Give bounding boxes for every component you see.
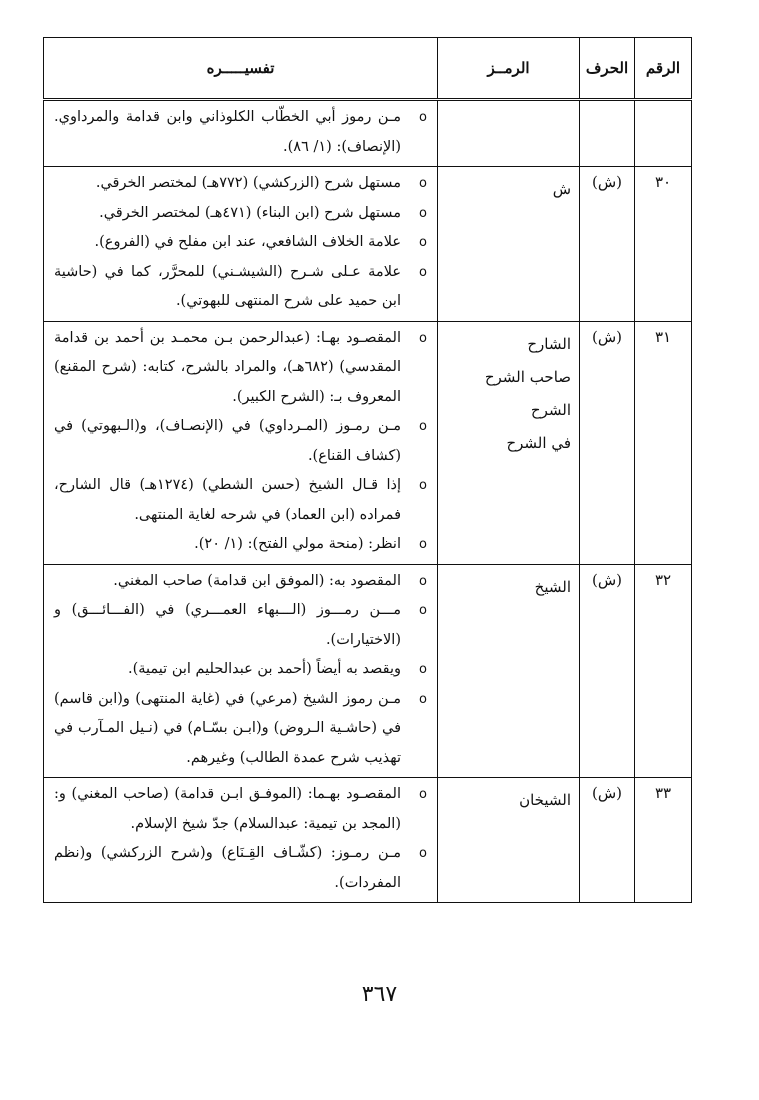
circle-bullet-icon: o [419, 419, 427, 434]
explanation-item [54, 412, 427, 471]
row-explanation [44, 100, 438, 167]
explanation-item [54, 103, 427, 162]
explanation-text: مـــن رمـــوز (الـــبهاء العمـــري) في (الفـــائـــق) و (الاختيارات). [54, 602, 401, 648]
circle-bullet-icon: o [419, 537, 427, 552]
row-letter: (ش) [580, 778, 635, 903]
explanation-text: مستهل شرح (الزركشي) (٧٧٢هـ) لمختصر الخرقي. [95, 175, 401, 191]
symbol-text: الشيخ [534, 577, 571, 596]
row-explanation [44, 321, 438, 564]
table-row [44, 321, 692, 564]
row-number: ٣٠ [635, 167, 692, 322]
header-explanation: تفسيـــــره [44, 38, 438, 100]
explanation-text: مـن رموز أبي الخطّاب الكلوذاني وابن قدامة والمرداوي. (الإنصاف): (١/ ٨٦). [54, 109, 401, 155]
explanation-item [54, 258, 427, 317]
symbols-table [43, 37, 692, 903]
header-letter: الحرف [580, 38, 635, 100]
explanation-item [54, 471, 427, 530]
row-explanation [44, 564, 438, 778]
explanation-text: انظر: (منحة مولي الفتح): (١/ ٢٠). [194, 536, 401, 552]
row-number: ٣٢ [635, 564, 692, 778]
explanation-item [54, 169, 427, 199]
circle-bullet-icon: o [419, 478, 427, 493]
circle-bullet-icon: o [419, 176, 427, 191]
table-row [44, 167, 692, 322]
circle-bullet-icon: o [419, 691, 427, 707]
row-symbols [438, 778, 580, 903]
row-number: ٣٣ [635, 778, 692, 903]
explanation-text: مـن رمـوز: (كشّـاف القِـنَاع) و(شرح الزركشي) و(نظم المفردات). [54, 845, 401, 891]
circle-bullet-icon: o [419, 264, 427, 280]
symbol-text: في الشرح [506, 433, 571, 452]
circle-bullet-icon: o [419, 110, 427, 125]
table-row [44, 778, 692, 903]
symbol-text: صاحب الشرح [484, 367, 571, 386]
explanation-item [54, 685, 427, 774]
explanation-item [54, 780, 427, 839]
row-symbols [438, 321, 580, 564]
symbol-text: الشيخان [519, 791, 571, 809]
row-number [635, 100, 692, 167]
explanation-text: ويقصد به أيضاً (أحمد بن عبدالحليم ابن تيمية). [128, 661, 401, 677]
explanation-item [54, 530, 427, 560]
circle-bullet-icon: o [419, 662, 427, 677]
explanation-text: المقصود به: (الموفق ابن قدامة) صاحب المغني. [113, 572, 401, 589]
table-row [44, 564, 692, 778]
explanation-item [54, 324, 427, 413]
circle-bullet-icon: o [419, 205, 427, 221]
explanation-item [54, 199, 427, 229]
explanation-text: علامة الخلاف الشافعي، عند ابن مفلح في (الفروع). [94, 234, 401, 250]
explanation-item [54, 567, 427, 597]
table-header-row [44, 38, 692, 100]
explanation-text: مستهل شرح (ابن البناء) (٤٧١هـ) لمختصر الخرقي. [99, 204, 401, 221]
explanation-text: مـن رمـوز (المـرداوي) في (الإنصـاف)، و(الـبهوتي) في (كشاف القناع). [54, 418, 401, 464]
explanation-text: مـن رموز الشيخ (مرعي) في (غاية المنتهى) و(ابن قاسم) في (حاشـية الـروض) و(ابـن بسّـام) في (نـيل المـآرب في تهذيب شرح عمدة الطالب) وغيرهم. [54, 690, 401, 766]
explanation-item [54, 655, 427, 685]
circle-bullet-icon: o [419, 846, 427, 861]
circle-bullet-icon: o [419, 573, 427, 589]
page-number: ٣٦٧ [361, 982, 398, 1007]
circle-bullet-icon: o [419, 235, 427, 250]
explanation-item [54, 228, 427, 258]
header-symbol: الرمــز [438, 38, 580, 100]
circle-bullet-icon: o [419, 787, 427, 802]
explanation-item [54, 839, 427, 898]
symbol-text: الشارح [527, 334, 571, 353]
explanation-text: إذا قـال الشيخ (حسن الشطي) (١٢٧٤هـ) قال الشارح، فمراده (ابن العماد) في شرحه لغاية المنتهى. [54, 477, 401, 523]
row-number: ٣١ [635, 321, 692, 564]
symbol-text: ش [552, 180, 571, 198]
row-letter: (ش) [580, 321, 635, 564]
circle-bullet-icon: o [419, 330, 427, 346]
table-body [44, 100, 692, 903]
header-number: الرقم [635, 38, 692, 100]
explanation-text: المقصـود بهـا: (عبدالرحمن بـن محمـد بن أحمد بن قدامة المقدسي) (٦٨٢هـ)، والمراد بالشرح، كتابه: (شرح المقنع) المعروف بـ: (الشرح الكبير). [54, 329, 401, 405]
row-symbols [438, 167, 580, 322]
symbol-text: الشرح [530, 400, 571, 419]
row-letter [580, 100, 635, 167]
row-symbols [438, 100, 580, 167]
explanation-item [54, 596, 427, 655]
row-explanation [44, 167, 438, 322]
circle-bullet-icon: o [419, 603, 427, 618]
row-letter: (ش) [580, 167, 635, 322]
explanation-text: المقصـود بهـما: (الموفـق ابـن قدامة) (صاحب المغني) و: (المجد بن تيمية: عبدالسلام) جدّ شيخ الإسلام. [54, 786, 401, 832]
explanation-text: علامة عـلى شـرح (الشيشـني) للمحرَّر، كما في (حاشية ابن حميد على شرح المنتهى للبهوتي). [54, 263, 401, 309]
row-explanation [44, 778, 438, 903]
row-letter: (ش) [580, 564, 635, 778]
table-row [44, 100, 692, 167]
row-symbols [438, 564, 580, 778]
